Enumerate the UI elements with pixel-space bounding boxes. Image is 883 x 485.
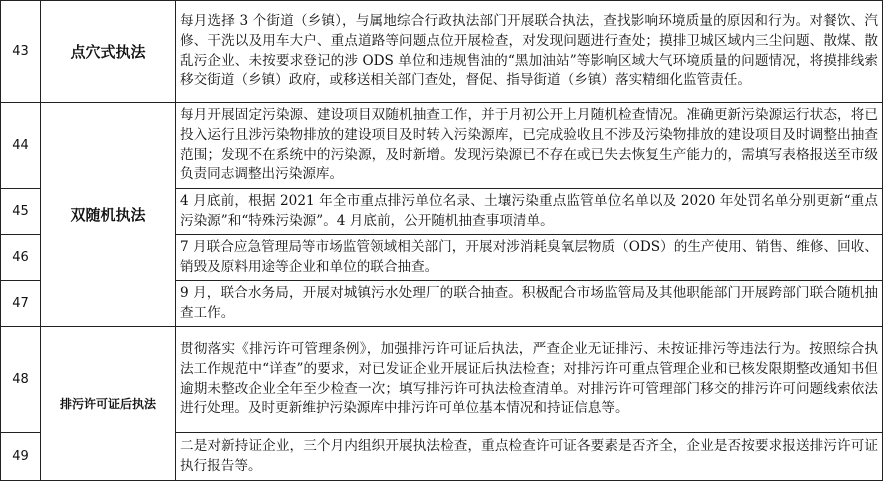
category-cell: 排污许可证后执法	[41, 327, 176, 481]
category-cell: 双随机执法	[41, 103, 176, 327]
content-cell: 4 月底前，根据 2021 年全市重点排污单位名录、土壤污染重点监管单位名单以及 2020 年处罚名单分别更新“重点污染源”和“特殊污染源”。4 月底前，公开随机抽查事项清单。	[176, 189, 883, 235]
content-cell: 9 月，联合水务局，开展对城镇污水处理厂的联合抽查。积极配合市场监管局及其他职能部门开展跨部门联合随机抽查工作。	[176, 281, 883, 327]
row-number: 45	[1, 189, 41, 235]
row-number: 47	[1, 281, 41, 327]
content-cell: 二是对新持证企业，三个月内组织开展执法检查，重点检查许可证各要素是否齐全，企业是否按要求报送排污许可证执行报告等。	[176, 433, 883, 481]
content-cell: 每月开展固定污染源、建设项目双随机抽查工作，并于月初公开上月随机检查情况。准确更新污染源运行状态，将已投入运行且涉污染物排放的建设项目及时转入污染源库，已完成验收且不涉及污染物排放的建设项目及时调整出抽查范围；发现不在系统中的污染源，及时新增。发现污染源已不存在或已失去恢复生产能力的，需填写表格报送至市级负责同志调整出污染源库。	[176, 103, 883, 189]
category-cell: 点穴式执法	[41, 1, 176, 103]
table-row	[1, 327, 883, 433]
content-cell: 7 月联合应急管理局等市场监管领域相关部门，开展对涉消耗臭氧层物质（ODS）的生产使用、销售、维修、回收、销毁及原料用途等企业和单位的联合抽查。	[176, 235, 883, 281]
row-number: 49	[1, 433, 41, 481]
table-row	[1, 1, 883, 103]
content-cell: 贯彻落实《排污许可管理条例》，加强排污许可证后执法，严查企业无证排污、未按证排污等违法行为。按照综合执法工作规范中“详查”的要求，对已发证企业开展证后执法检查；对排污许可重点管理企业和已核发限期整改通知书但逾期未整改企业全年至少检查一次；填写排污许可执法检查清单。对排污许可管理部门移交的排污许可问题线索依法进行处理。及时更新维护污染源库中排污许可单位基本情况和持证信息等。	[176, 327, 883, 433]
row-number: 48	[1, 327, 41, 433]
row-number: 46	[1, 235, 41, 281]
row-number: 44	[1, 103, 41, 189]
content-cell: 每月选择 3 个街道（乡镇），与属地综合行政执法部门开展联合执法，查找影响环境质量的原因和行为。对餐饮、汽修、干洗以及用车大户、重点道路等问题点位开展检查，对发现问题进行查处；摸排卫城区域内三尘问题、散煤、散乱污企业、未按要求登记的涉 ODS 单位和违规售油的“黑加油站”等影响区域大气环境质量的问题情况，将摸排线索移交街道（乡镇）政府，或移送相关部门查处，督促、指导街道（乡镇）落实精细化监管责任。	[176, 1, 883, 103]
table-row	[1, 103, 883, 189]
row-number: 43	[1, 1, 41, 103]
